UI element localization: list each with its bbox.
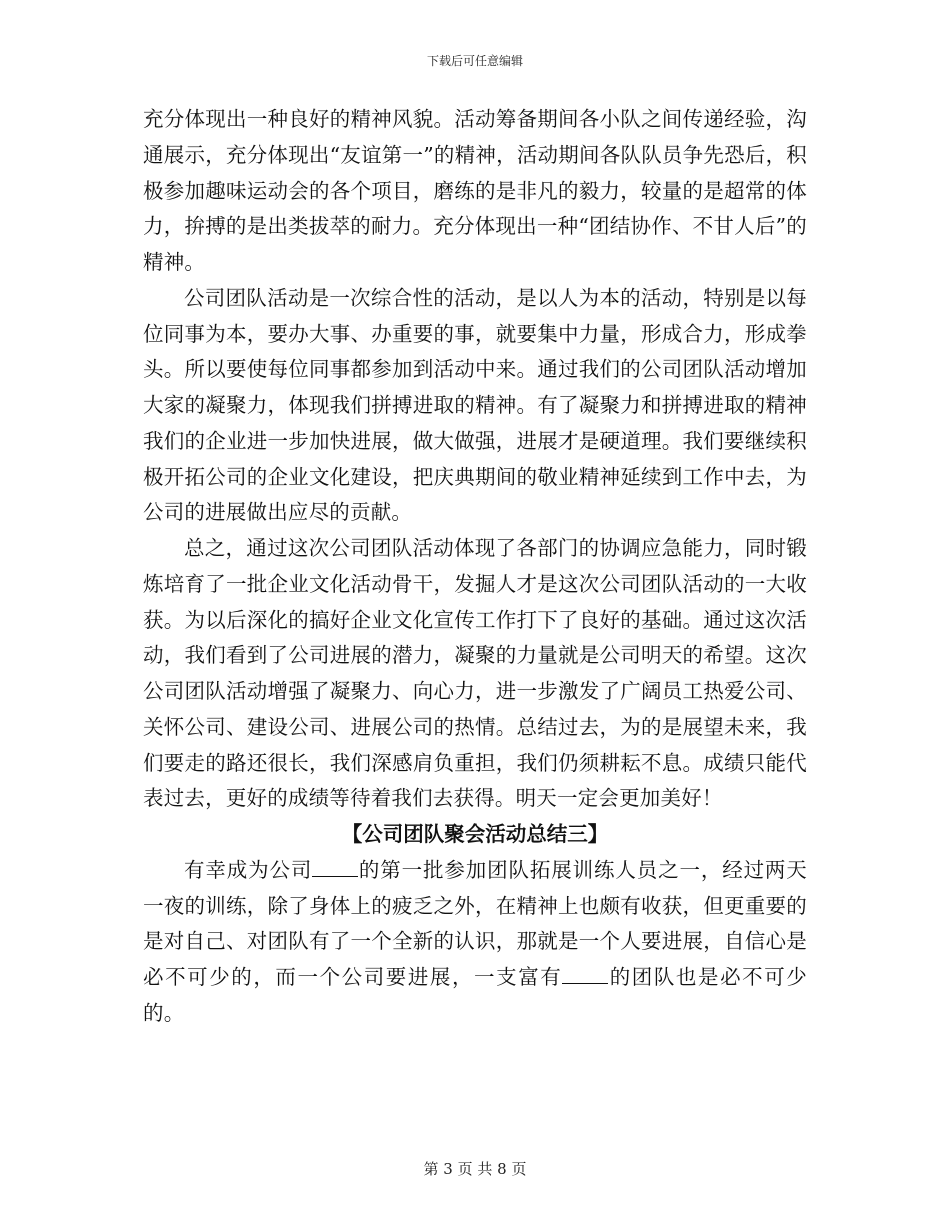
paragraph-1: 充分体现出一种良好的精神风貌。活动筹备期间各小队之间传递经验，沟通展示，充分体现出“友谊第一”的精神，活动期间各队队员争先恐后，积极参加趣味运动会的各个项目，磨练的是非凡的毅力，较量的是超常的体力，拚搏的是出类拔萃的耐力。充分体现出一种“团结协作、不甘人后”的精神。 xyxy=(143,107,807,274)
paragraph-4-part-1: 有幸成为公司 xyxy=(184,857,313,882)
document-body xyxy=(143,102,807,1032)
page-footer: 第 3 页 共 8 页 xyxy=(423,1160,527,1178)
paragraph-3: 总之，通过这次公司团队活动体现了各部门的协调应急能力，同时锻炼培育了一批企业文化活动骨干，发掘人才是这次公司团队活动的一大收获。为以后深化的搞好企业文化宣传工作打下了良好的基础。通过这次活动，我们看到了公司进展的潜力，凝聚的力量就是公司明天的希望。这次公司团队活动增强了凝聚力、向心力，进一步激发了广阔员工热爱公司、关怀公司、建设公司、进展公司的热情。总结过去，为的是展望未来，我们要走的路还很长，我们深感肩负重担，我们仍须耕耘不息。成绩只能代表过去，更好的成绩等待着我们去获得。明天一定会更加美好！ xyxy=(143,536,807,811)
paragraph-4-part-3: 的团队也是必不可少的。 xyxy=(143,965,807,1025)
paragraph-4-part-2: 的第一批参加团队拓展训练人员之一，经过两天一夜的训练，除了身体上的疲乏之外，在精神上也颇有收获，但更重要的是对自己、对团队有了一个全新的认识，那就是一个人要进展，自信心是必不可少的，而一个公司要进展，一支富有 xyxy=(143,857,808,989)
page-header: 下载后可任意编辑 xyxy=(426,54,523,68)
paragraph-4 xyxy=(143,853,807,1032)
fill-in-blank xyxy=(312,858,358,877)
paragraph-2: 公司团队活动是一次综合性的活动，是以人为本的活动，特别是以每位同事为本，要办大事、办重要的事，就要集中力量，形成合力，形成拳头。所以要使每位同事都参加到活动中来。通过我们的公司团队活动增加大家的凝聚力，体现我们拼搏进取的精神。有了凝聚力和拼搏进取的精神我们的企业进一步加快进展，做大做强，进展才是硬道理。我们要继续积极开拓公司的企业文化建设，把庆典期间的敬业精神延续到工作中去，为公司的进展做出应尽的贡献。 xyxy=(143,285,807,525)
section-heading: 【公司团队聚会活动总结三】 xyxy=(341,822,609,846)
fill-in-blank xyxy=(562,965,608,984)
